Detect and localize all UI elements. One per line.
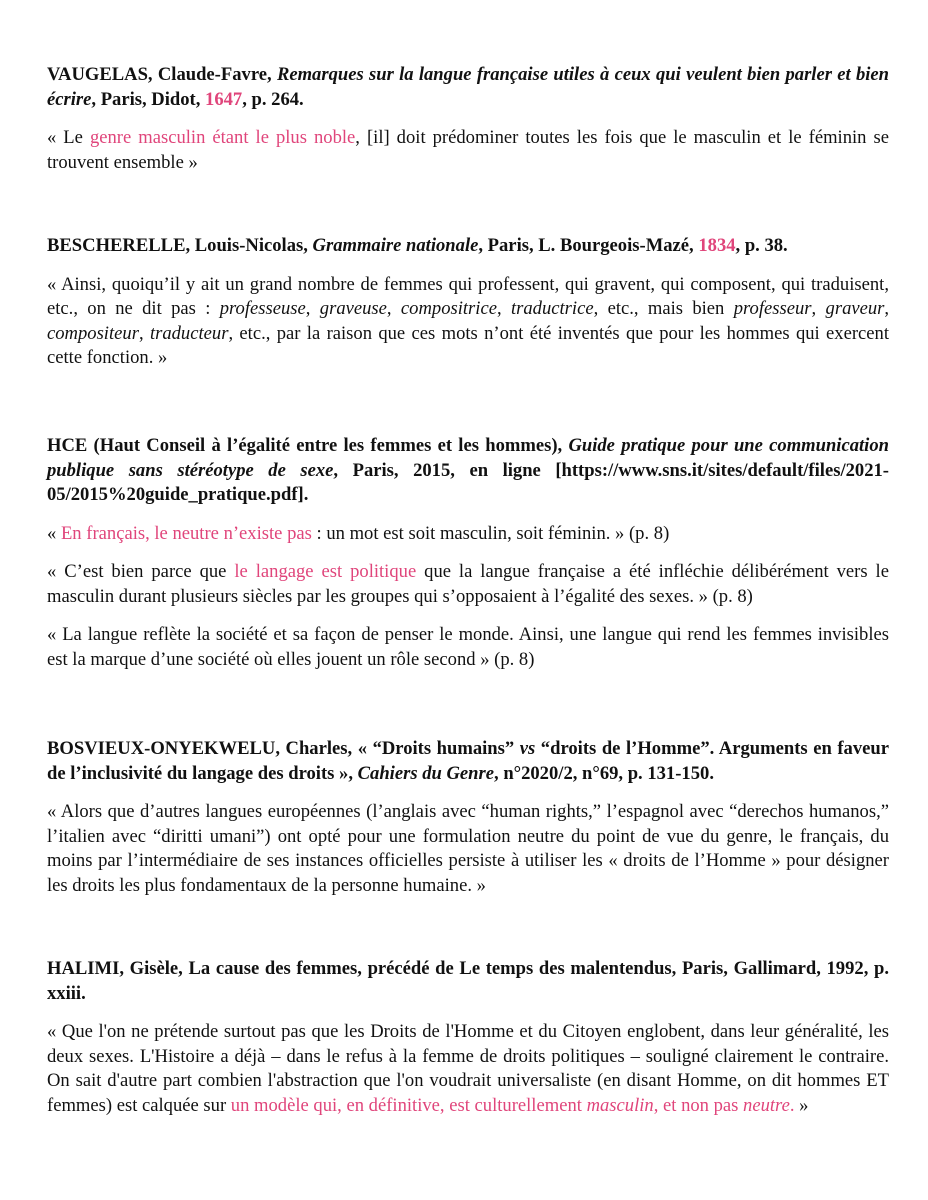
text-run: ,	[884, 298, 890, 319]
text-run: , etc., par la raison que ces mots n’ont été inventés que pour les hommes qui exercent cette fonction. »	[47, 322, 890, 368]
text-run: “droits de l’Homme”. Arguments en faveur de l’inclusivité du langage des droits »,	[47, 738, 889, 784]
text-run: , p. 264.	[242, 88, 304, 110]
italic-text: traducteur	[149, 322, 229, 344]
reference	[47, 737, 889, 786]
italic-text: vs	[519, 738, 536, 759]
quote	[47, 800, 889, 898]
text-run: « La langue reflète la société et sa façon de penser le monde. Ainsi, une langue qui rend les femmes invisibles est la marque d’une société où elles jouent un rôle second » (p. 8)	[47, 624, 889, 670]
text-run: « Ainsi, quoiqu’il y ait un grand nombre de femmes qui professent, qui gravent, qui composent, qui traduisent, etc., on ne dit pas :	[47, 273, 889, 319]
reference	[47, 63, 889, 112]
text-run: HCE (Haut Conseil à l’égalité entre les femmes et les hommes),	[47, 435, 569, 456]
highlighted-text: le langage est politique	[234, 561, 417, 582]
text-run: , n°2020/2, n°69, p. 131-150.	[494, 762, 714, 784]
italic-text: Guide pratique pour une communication publique sans stéréotype de sexe	[47, 435, 889, 481]
entry-bescherelle	[47, 234, 889, 371]
quote	[47, 273, 889, 371]
entry-vaugelas	[47, 63, 889, 175]
text-run: «	[47, 522, 61, 544]
text-run: BESCHERELLE, Louis-Nicolas,	[47, 235, 313, 256]
quote	[47, 623, 889, 672]
entry-bosvieux	[47, 737, 889, 898]
reference	[47, 434, 889, 508]
highlighted-text: , et non pas	[653, 1094, 744, 1116]
entry-hce	[47, 434, 889, 672]
highlighted-text: 1834	[698, 235, 736, 256]
text-run: , Paris, 2015, en ligne [https://www.sns.it/sites/default/files/2021-05/2015%20guide_pratique.pdf].	[47, 459, 889, 505]
text-run: ,	[811, 298, 826, 319]
highlighted-text: genre masculin étant le plus noble	[89, 127, 356, 148]
text-run: ,	[138, 322, 150, 344]
highlighted-text: En français, le neutre n’existe pas	[60, 522, 312, 544]
text-run: , [il] doit prédominer toutes les fois que le masculin et le féminin se trouvent ensemble »	[47, 127, 889, 173]
text-run: HALIMI, Gisèle, La cause des femmes, précédé de Le temps des malentendus, Paris, Gallimard, 1992, p. xxiii.	[47, 958, 889, 1004]
text-run: , Paris, Didot,	[91, 88, 206, 110]
entry-halimi	[47, 957, 889, 1118]
highlighted-text: un modèle qui, en définitive, est culturellement	[230, 1094, 587, 1116]
text-run: « C’est bien parce que	[47, 561, 235, 582]
highlighted-text: 1647	[205, 88, 243, 110]
text-run: ,	[496, 298, 511, 319]
quote	[47, 522, 889, 547]
highlighted-text: neutre	[743, 1094, 790, 1116]
italic-text: traductrice	[510, 298, 594, 319]
reference	[47, 957, 889, 1006]
text-run: : un mot est soit masculin, soit féminin. » (p. 8)	[311, 522, 670, 544]
text-run: , p. 38.	[735, 235, 788, 256]
text-run: « Alors que d’autres langues européennes (l’anglais avec “human rights,” l’espagnol avec “derechos humanos,” l’italien avec “diritti umani”) ont opté pour une formulation neutre du point de vue du genre, le français, du moins par l’intermédiaire de ses instances officielles persiste à utiliser les « droits de l’Homme » pour désigner les droits les plus fondamentaux de la personne humaine. »	[47, 801, 889, 896]
highlighted-text: .	[789, 1094, 795, 1116]
text-run: ,	[305, 298, 320, 319]
italic-text: graveur	[825, 298, 885, 319]
italic-text: Grammaire nationale	[312, 235, 479, 256]
quote	[47, 126, 889, 175]
italic-text: professeuse	[219, 298, 306, 319]
text-run: , Paris, L. Bourgeois-Mazé,	[478, 235, 699, 256]
quote	[47, 1020, 889, 1118]
highlighted-text: masculin	[586, 1094, 654, 1116]
italic-text: professeur	[733, 298, 812, 319]
italic-text: Remarques sur la langue française utiles à ceux qui veulent bien parler et bien écrire	[47, 64, 890, 110]
text-run: , etc., mais bien	[593, 298, 734, 319]
italic-text: compositrice	[400, 298, 497, 319]
italic-text: compositeur	[47, 322, 139, 344]
italic-text: graveuse	[319, 298, 387, 319]
italic-text: Cahiers du Genre	[357, 762, 495, 784]
text-run: « Le	[47, 127, 90, 148]
text-run: que la langue française a été infléchie délibérément vers le masculin durant plusieurs siècles par les groupes qui s’opposaient à l’égalité des sexes. » (p. 8)	[47, 561, 889, 607]
reference	[47, 234, 889, 259]
text-run: »	[794, 1094, 809, 1116]
quote	[47, 560, 889, 609]
text-run: ,	[386, 298, 401, 319]
text-run: VAUGELAS, Claude-Favre,	[47, 64, 277, 85]
text-run: « Que l'on ne prétende surtout pas que les Droits de l'Homme et du Citoyen englobent, dans leur généralité, les deux sexes. L'Histoire a déjà – dans le refus à la femme de droits politiques – souligné clairement le contraire. On sait d'autre part combien l'abstraction que l'on voudrait universaliste (en disant Homme, on dit hommes ET femmes) est calquée sur	[47, 1021, 889, 1116]
text-run: BOSVIEUX-ONYEKWELU, Charles, « “Droits humains”	[47, 738, 520, 759]
